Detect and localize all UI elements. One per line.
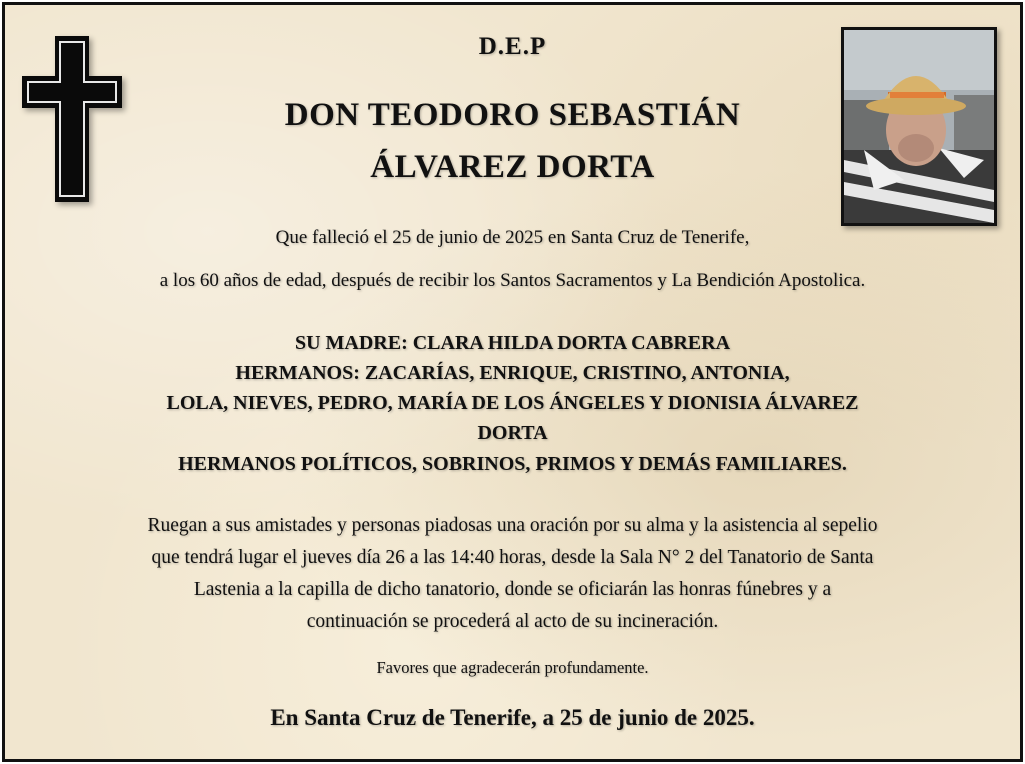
- family-siblings-line1: HERMANOS: ZACARÍAS, ENRIQUE, CRISTINO, ANTONIA,: [235, 362, 790, 384]
- obituary-card: [2, 2, 1023, 762]
- death-notice-line2: a los 60 años de edad, después de recibir los Santos Sacramentos y La Bendición Apostolica.: [159, 270, 866, 291]
- family-siblings-line3: DORTA: [477, 422, 548, 444]
- family-mother: SU MADRE: CLARA HILDA DORTA CABRERA: [294, 332, 731, 354]
- funeral-request-line3: Lastenia a la capilla de dicho tanatorio, donde se oficiarán las honras fúnebres y a: [193, 579, 832, 600]
- funeral-request-line1: Ruegan a sus amistades y personas piadosas una oración por su alma y la asistencia al sepelio: [147, 515, 878, 536]
- funeral-request-line2: que tendrá lugar el jueves día 26 a las 14:40 horas, desde la Sala N° 2 del Tanatorio de Santa: [151, 547, 874, 568]
- death-notice-line1: Que falleció el 25 de junio de 2025 en Santa Cruz de Tenerife,: [275, 227, 750, 248]
- family-siblings-line2: LOLA, NIEVES, PEDRO, MARÍA DE LOS ÁNGELES Y DIONISIA ÁLVAREZ: [166, 392, 859, 414]
- deceased-name-line2: ÁLVAREZ DORTA: [370, 149, 655, 185]
- closing-place-date: En Santa Cruz de Tenerife, a 25 de junio de 2025.: [270, 705, 755, 730]
- family-others: HERMANOS POLÍTICOS, SOBRINOS, PRIMOS Y DEMÁS FAMILIARES.: [178, 453, 847, 475]
- funeral-request-line4: continuación se procederá al acto de su incineración.: [306, 611, 719, 632]
- deceased-name-line1: DON TEODORO SEBASTIÁN: [284, 97, 741, 133]
- thanks-note: Favores que agradecerán profundamente.: [376, 658, 649, 677]
- dep-heading: D.E.P: [478, 33, 547, 60]
